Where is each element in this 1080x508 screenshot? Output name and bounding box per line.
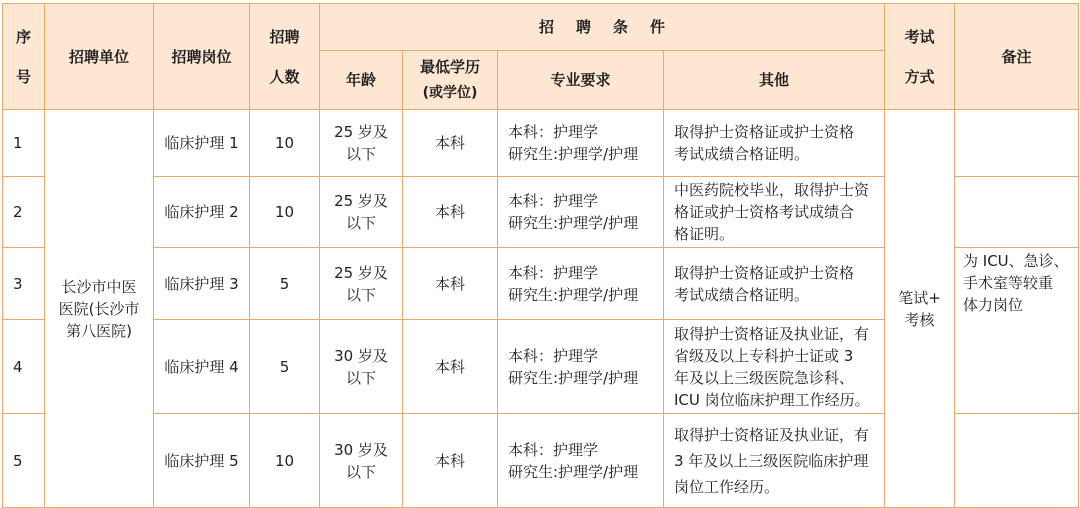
row-major: 本科：护理学 研究生:护理学/护理: [498, 414, 664, 508]
row-major: 本科：护理学 研究生:护理学/护理: [498, 320, 664, 414]
row-other: 取得护士资格证或护士资格 考试成绩合格证明。: [664, 248, 885, 320]
header-conditions: 招聘条件: [320, 4, 885, 51]
header-count: 招聘 人数: [250, 4, 320, 110]
header-edu-sub: (或学位): [422, 85, 478, 101]
header-edu: [403, 51, 498, 110]
header-seq: 序 号: [3, 4, 45, 110]
header-edu-main: 最低学历: [419, 58, 480, 76]
header-row-1: [3, 4, 1079, 51]
row-position: 临床护理 2: [154, 177, 250, 248]
row-position: 临床护理 3: [154, 248, 250, 320]
row-note-empty: [955, 110, 1079, 177]
row-age: 25 岁及 以下: [320, 110, 403, 177]
row-edu: 本科: [403, 248, 498, 320]
header-major: 专业要求: [498, 51, 664, 110]
row-position: 临床护理 5: [154, 414, 250, 508]
header-note: 备注: [955, 4, 1079, 110]
row-note: 为 ICU、急诊、 手术室等较重 体力岗位: [955, 248, 1079, 414]
row-count: 10: [250, 110, 320, 177]
header-age: 年龄: [320, 51, 403, 110]
exam-method: 笔试+ 考核: [885, 110, 955, 508]
row-age: 30 岁及 以下: [320, 414, 403, 508]
header-other: 其他: [664, 51, 885, 110]
row-edu: 本科: [403, 414, 498, 508]
row-age: 30 岁及 以下: [320, 320, 403, 414]
row-other: 取得护士资格证及执业证，有 省级及以上专科护士证或 3 年及以上三级医院急诊科、 ICU 岗位临床护理工作经历。: [664, 320, 885, 414]
row-edu: 本科: [403, 320, 498, 414]
row-edu: 本科: [403, 110, 498, 177]
row-edu: 本科: [403, 177, 498, 248]
recruitment-table: [2, 3, 1079, 508]
row-note-empty: [955, 177, 1079, 248]
row-seq: 2: [3, 177, 45, 248]
row-position: 临床护理 1: [154, 110, 250, 177]
row-other: 中医药院校毕业，取得护士资 格证或护士资格考试成绩合 格证明。: [664, 177, 885, 248]
row-other: 取得护士资格证或护士资格 考试成绩合格证明。: [664, 110, 885, 177]
unit-name: 长沙市中医 医院(长沙市 第八医院): [45, 110, 154, 508]
table-row: [3, 110, 1079, 177]
row-count: 5: [250, 248, 320, 320]
row-note-empty: [955, 414, 1079, 508]
row-count: 5: [250, 320, 320, 414]
header-unit: 招聘单位: [45, 4, 154, 110]
row-major: 本科：护理学 研究生:护理学/护理: [498, 177, 664, 248]
row-other: 取得护士资格证及执业证，有 3 年及以上三级医院临床护理 岗位工作经历。: [664, 414, 885, 508]
header-position: 招聘岗位: [154, 4, 250, 110]
row-seq: 5: [3, 414, 45, 508]
row-count: 10: [250, 177, 320, 248]
row-major: 本科：护理学 研究生:护理学/护理: [498, 110, 664, 177]
header-exam: 考试 方式: [885, 4, 955, 110]
row-seq: 4: [3, 320, 45, 414]
row-seq: 3: [3, 248, 45, 320]
row-major: 本科：护理学 研究生:护理学/护理: [498, 248, 664, 320]
row-age: 25 岁及 以下: [320, 177, 403, 248]
row-count: 10: [250, 414, 320, 508]
row-age: 25 岁及 以下: [320, 248, 403, 320]
row-position: 临床护理 4: [154, 320, 250, 414]
row-seq: 1: [3, 110, 45, 177]
